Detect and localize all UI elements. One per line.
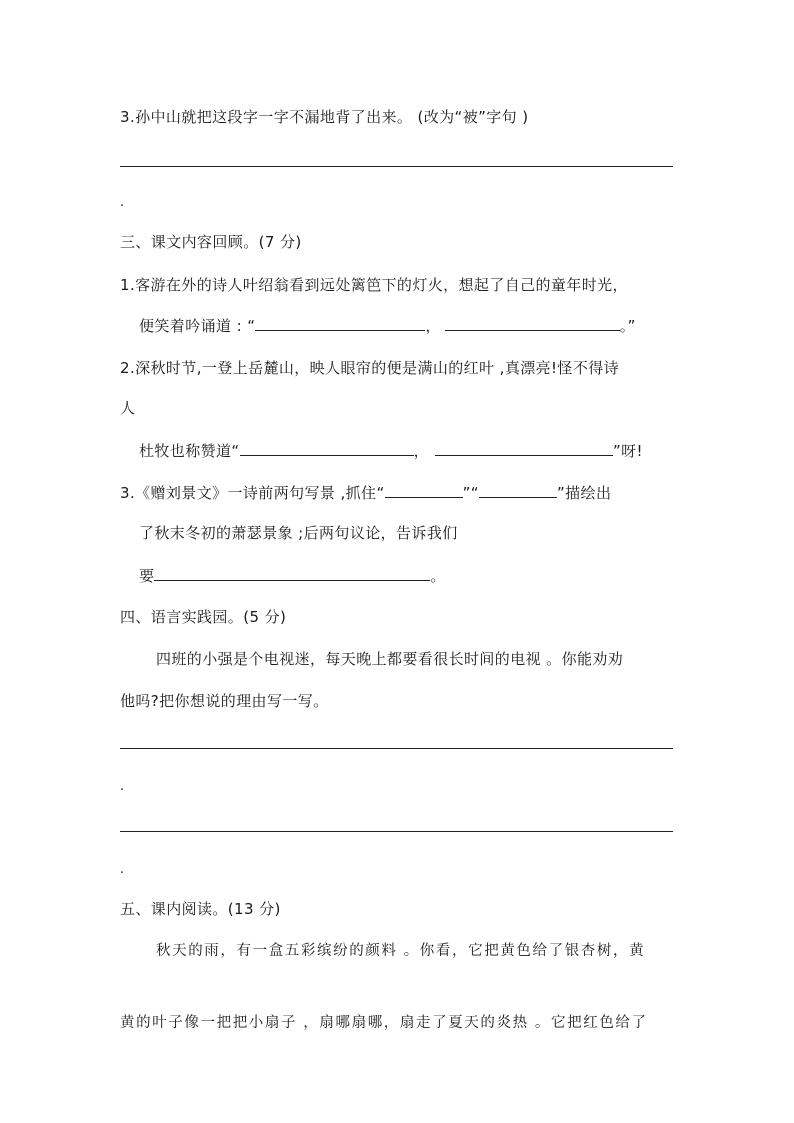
question-rewrite-sentence: 3.孙中山就把这段字一字不漏地背了出来。 (改为“被”字句 ) — [120, 108, 529, 126]
punctuation: ”“ — [462, 484, 479, 502]
section-heading-practice: 四、语言实践园。(5 分) — [120, 608, 287, 626]
punctuation: 。” — [619, 317, 636, 335]
section-heading-review: 三、课文内容回顾。(7 分) — [120, 233, 302, 251]
question-text: 便笑着吟诵道 : “ — [139, 317, 256, 335]
paragraph-line: 他吗?把你想说的理由写一写。 — [120, 692, 329, 710]
question-line — [139, 316, 636, 336]
fill-blank[interactable] — [240, 441, 414, 456]
punctuation: ”呀! — [612, 442, 643, 460]
question-text: ”描绘出 — [556, 484, 612, 502]
fill-blank[interactable] — [255, 316, 425, 331]
question-line: 了秋末冬初的萧瑟景象 ;后两句议论，告诉我们 — [139, 524, 458, 542]
paragraph-line: 四班的小强是个电视迷，每天晚上都要看很长时间的电视 。你能劝劝 — [156, 650, 624, 668]
question-line: 人 — [120, 399, 136, 417]
fill-blank[interactable] — [435, 441, 613, 456]
question-line: 1.客游在外的诗人叶绍翁看到远处篱笆下的灯火，想起了自己的童年时光， — [120, 276, 628, 294]
punctuation: ， — [413, 442, 429, 460]
question-line — [139, 441, 643, 461]
answer-line[interactable] — [120, 166, 673, 167]
fill-blank[interactable] — [445, 316, 620, 331]
question-text: 3.《赠刘景文》一诗前两句写景 ,抓住“ — [120, 484, 385, 502]
period-mark: . — [120, 862, 125, 877]
answer-line[interactable] — [120, 831, 673, 832]
reading-passage-line: 黄的叶子像一把把小扇子 ，扇哪扇哪，扇走了夏天的炎热 。它把红色给了 — [120, 1015, 648, 1031]
punctuation: ， — [425, 317, 441, 335]
answer-line[interactable] — [120, 748, 673, 749]
question-line: 2.深秋时节,一登上岳麓山，映人眼帘的便是满山的红叶 ,真漂亮!怪不得诗 — [120, 359, 620, 377]
question-line — [120, 483, 611, 503]
question-text: 杜牧也称赞道“ — [139, 442, 240, 460]
question-text: 要 — [139, 567, 155, 585]
period-mark: . — [120, 779, 125, 794]
period-mark: . — [120, 195, 125, 210]
punctuation: 。 — [430, 567, 446, 585]
reading-passage-line: 秋天的雨，有一盒五彩缤纷的颜料 。你看，它把黄色给了银杏树，黄 — [156, 943, 646, 959]
fill-blank[interactable] — [385, 483, 463, 498]
fill-blank[interactable] — [479, 483, 557, 498]
question-line — [139, 566, 446, 586]
section-heading-reading: 五、课内阅读。(13 分) — [120, 900, 281, 918]
fill-blank[interactable] — [154, 566, 430, 581]
